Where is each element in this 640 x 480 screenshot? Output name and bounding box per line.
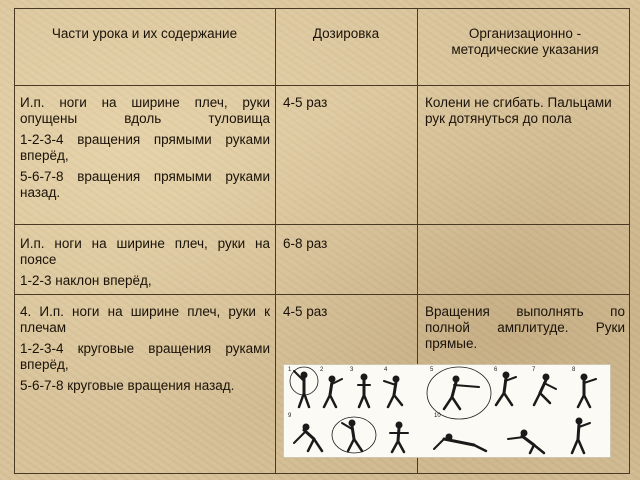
row3-line1: 4. И.п. ноги на ширине плеч, руки к плечам [20,304,270,335]
exercise-figure-6 [496,372,516,405]
figure-number: 6 [494,367,498,373]
exercise-figure-5 [427,367,491,419]
exercise-figure-13 [508,430,544,453]
exercise-figure-1 [290,367,318,407]
exercise-figure-9 [294,424,322,451]
row2-dosage [283,236,413,252]
figure-number: 9 [288,413,292,419]
figure-number: 10 [434,413,441,419]
row3-line3: 5-6-7-8 круговые вращения назад. [20,378,235,393]
row1-dosage [283,95,413,111]
border-bottom [14,473,630,474]
figure-number: 1 [288,367,292,373]
row2-line2: 1-2-3 наклон вперёд, [20,273,152,288]
exercise-figure-4 [384,376,402,407]
header-notes [440,26,610,58]
figure-number: 5 [430,367,434,373]
figure-number: 7 [532,367,536,373]
header-dosage [277,26,415,42]
border-top [14,8,630,9]
exercise-figures-svg [284,365,610,457]
exercise-figure-11 [390,422,408,452]
row1-notes [425,95,625,127]
exercise-figure-3 [358,374,370,407]
header-parts [16,26,273,42]
border-left [14,8,15,474]
row2-content [20,236,270,294]
exercise-figure-14 [572,418,590,453]
divider-row2 [14,294,630,295]
row2-line1: И.п. ноги на ширине плеч, руки на поясе [20,236,270,267]
divider-row1 [14,224,630,225]
exercise-figure-12 [434,434,486,451]
header-dosage-text: Дозировка [312,26,380,41]
row3-notes-text: Вращения выполнять по полной амплитуде. Руки прямые. [425,304,625,351]
exercise-figure-7 [534,374,556,405]
row1-line3: 5-6-7-8 вращения прямыми руками назад. [20,169,270,200]
row3-content [20,304,270,399]
figure-number: 4 [384,367,388,373]
figure-number: 3 [350,367,354,373]
border-right [629,8,630,474]
row1-line2: 1-2-3-4 вращения прямыми руками вперёд, [20,132,270,163]
row1-line1: И.п. ноги на ширине плеч, руки опущены вдоль туловища [20,95,270,126]
row3-dosage-text: 4-5 раз [283,304,328,319]
figure-number: 8 [572,367,576,373]
header-parts-text: Части урока и их содержание [51,26,238,41]
exercise-figure-8 [578,374,596,407]
row2-dosage-text: 6-8 раз [283,236,328,251]
header-notes-text: Организационно - методические указания [451,26,599,57]
exercise-figure-2 [324,376,342,407]
row3-dosage [283,304,413,320]
row1-notes-text: Колени не сгибать. Пальцами рук дотянуться до пола [425,95,612,126]
row3-line2: 1-2-3-4 круговые вращения руками вперёд, [20,341,270,372]
figure-number: 2 [320,367,324,373]
exercise-figure-10 [332,417,376,453]
row1-content [20,95,270,206]
exercise-illustration [283,364,611,458]
row3-notes [425,304,625,357]
divider-header [14,85,630,86]
divider-col1 [275,8,276,474]
row1-dosage-text: 4-5 раз [283,95,328,110]
